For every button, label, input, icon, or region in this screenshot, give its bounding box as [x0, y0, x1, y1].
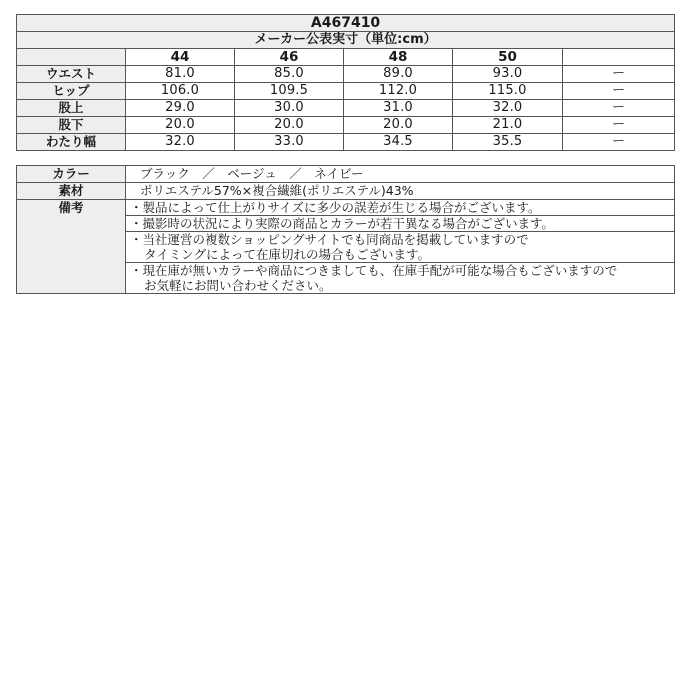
size-row-rise	[17, 100, 675, 117]
measurement-value: 109.5	[235, 83, 344, 100]
measurement-label: 股下	[17, 117, 126, 134]
size-row-thigh	[17, 134, 675, 151]
note-item	[126, 200, 675, 216]
size-row-waist	[17, 66, 675, 83]
measurement-label: わたり幅	[17, 134, 126, 151]
notes-row	[17, 200, 675, 216]
material-row	[17, 183, 675, 200]
measurement-value: 20.0	[344, 117, 453, 134]
note-line: お気軽にお問い合わせください。	[144, 278, 332, 293]
measurement-value: ー	[563, 100, 675, 117]
color-label: カラー	[17, 166, 126, 183]
note-item	[126, 216, 675, 232]
measurement-value: 34.5	[344, 134, 453, 151]
measurement-value: ー	[563, 134, 675, 151]
note-item	[126, 232, 675, 263]
color-value: ブラック ／ ベージュ ／ ネイビー	[126, 166, 675, 183]
measurement-value: 106.0	[126, 83, 235, 100]
size-header-row	[17, 49, 675, 66]
measurement-value: ー	[563, 83, 675, 100]
product-info-table	[16, 165, 675, 294]
measurement-value: 20.0	[235, 117, 344, 134]
measurement-value: 30.0	[235, 100, 344, 117]
measurement-value: 20.0	[126, 117, 235, 134]
measurement-value: 112.0	[344, 83, 453, 100]
measurement-label: ヒップ	[17, 83, 126, 100]
measurement-value: 32.0	[126, 134, 235, 151]
size-table-subtitle: メーカー公表実寸（単位:cm）	[17, 32, 675, 49]
size-table	[16, 14, 675, 151]
color-row	[17, 166, 675, 183]
measurement-value: 35.5	[453, 134, 563, 151]
measurement-value: ー	[563, 66, 675, 83]
model-number: A467410	[17, 15, 675, 32]
measurement-value: 115.0	[453, 83, 563, 100]
size-header-cell: 46	[235, 49, 344, 66]
size-header-cell	[563, 49, 675, 66]
size-row-hip	[17, 83, 675, 100]
note-line: ・現在庫が無いカラーや商品につきましても、在庫手配が可能な場合もございますので	[130, 263, 618, 278]
measurement-value: ー	[563, 117, 675, 134]
measurement-value: 81.0	[126, 66, 235, 83]
measurement-value: 32.0	[453, 100, 563, 117]
measurement-value: 33.0	[235, 134, 344, 151]
measurement-value: 31.0	[344, 100, 453, 117]
measurement-value: 21.0	[453, 117, 563, 134]
size-row-inseam	[17, 117, 675, 134]
note-line: ・当社運営の複数ショッピングサイトでも同商品を掲載していますので	[130, 232, 529, 247]
product-spec-sheet	[16, 14, 674, 294]
note-line: タイミングによって在庫切れの場合もございます。	[144, 247, 431, 262]
material-value: ポリエステル57%×複合繊維(ポリエステル)43%	[126, 183, 675, 200]
measurement-value: 89.0	[344, 66, 453, 83]
note-item	[126, 263, 675, 294]
table-spacer	[16, 151, 674, 165]
notes-label: 備考	[17, 200, 126, 294]
size-header-corner	[17, 49, 126, 66]
note-line: ・製品によって仕上がりサイズに多少の誤差が生じる場合がございます。	[130, 200, 541, 215]
size-header-cell: 48	[344, 49, 453, 66]
measurement-label: ウエスト	[17, 66, 126, 83]
measurement-label: 股上	[17, 100, 126, 117]
size-header-cell: 44	[126, 49, 235, 66]
measurement-value: 85.0	[235, 66, 344, 83]
note-line: ・撮影時の状況により実際の商品とカラーが若干異なる場合がございます。	[130, 216, 555, 231]
material-label: 素材	[17, 183, 126, 200]
measurement-value: 29.0	[126, 100, 235, 117]
measurement-value: 93.0	[453, 66, 563, 83]
size-header-cell: 50	[453, 49, 563, 66]
